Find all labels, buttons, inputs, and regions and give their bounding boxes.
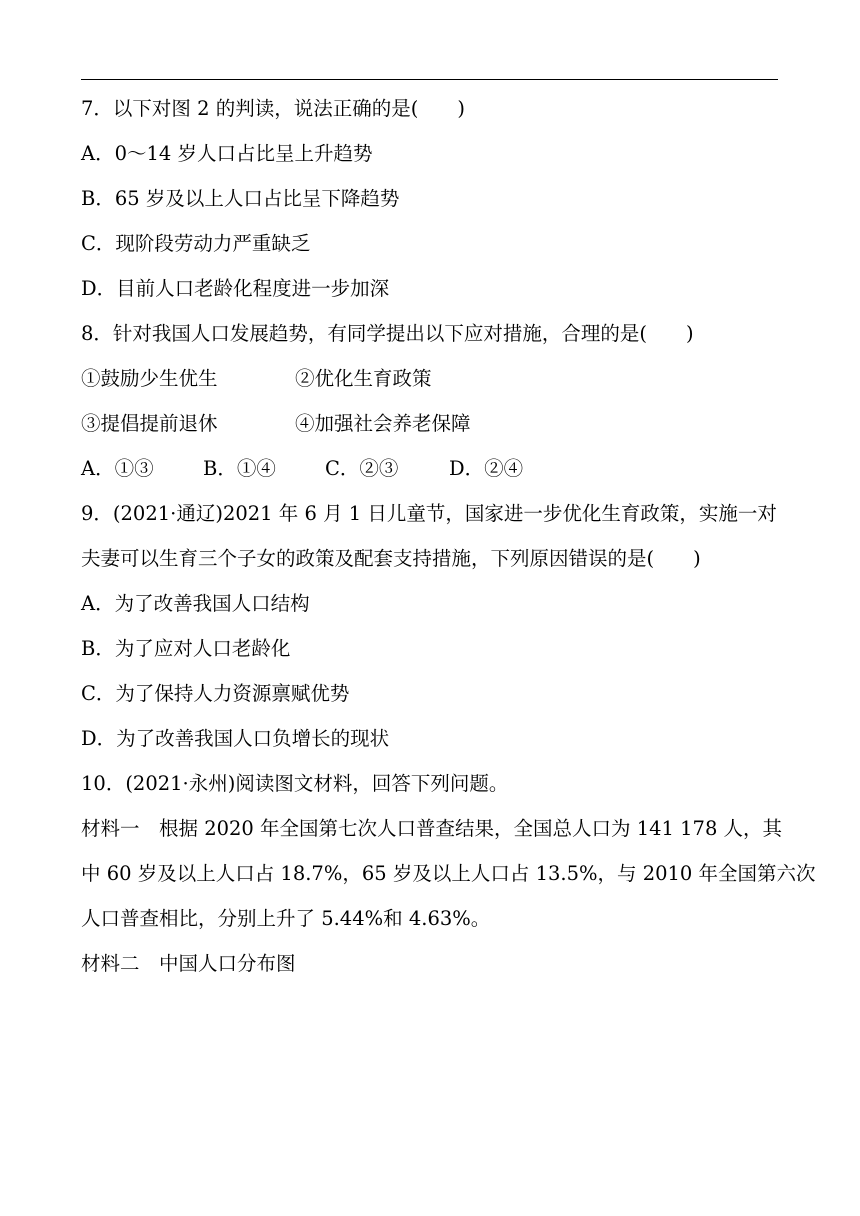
document-body xyxy=(81,86,816,986)
q8-choices-row-1 xyxy=(81,356,778,401)
q9-stem-line-2: 夫妻可以生育三个子女的政策及配套支持措施，下列原因错误的是( ) xyxy=(81,547,701,570)
q8-stem: 8．针对我国人口发展趋势，有同学提出以下应对措施，合理的是( ) xyxy=(81,322,694,345)
q10-stem: 10．(2021·永州)阅读图文材料，回答下列问题。 xyxy=(81,772,509,795)
q10-material1-line-2: 中 60 岁及以上人口占 18.7%，65 岁及以上人口占 13.5%，与 2010 年全国第六次 xyxy=(81,862,816,885)
header-rule xyxy=(81,79,778,80)
q8-option-a: A．①③ xyxy=(81,457,154,480)
q7-option-c: C．现阶段劳动力严重缺乏 xyxy=(81,232,311,255)
q7-option-d: D．目前人口老龄化程度进一步加深 xyxy=(81,277,390,300)
q8-choice-1: ①鼓励少生优生 xyxy=(81,367,218,390)
q10-material1-line-3: 人口普查相比，分别上升了 5.44%和 4.63%。 xyxy=(81,907,491,930)
q8-choice-3: ③提倡提前退休 xyxy=(81,412,218,435)
q8-options-row xyxy=(81,446,778,491)
q9-option-c: C．为了保持人力资源禀赋优势 xyxy=(81,682,350,705)
q8-option-c: C．②③ xyxy=(325,457,399,480)
q7-option-b: B．65 岁及以上人口占比呈下降趋势 xyxy=(81,187,400,210)
q10-material2: 材料二 中国人口分布图 xyxy=(81,952,296,975)
q10-material1-line-1: 材料一 根据 2020 年全国第七次人口普查结果，全国总人口为 141 178 人，其 xyxy=(81,817,783,840)
q8-choice-4: ④加强社会养老保障 xyxy=(295,412,471,435)
q9-option-a: A．为了改善我国人口结构 xyxy=(81,592,310,615)
q9-stem-line-1: 9．(2021·通辽)2021 年 6 月 1 日儿童节，国家进一步优化生育政策，实施一对 xyxy=(81,502,777,525)
q8-choices-row-2 xyxy=(81,401,778,446)
q7-option-a: A．0～14 岁人口占比呈上升趋势 xyxy=(81,142,373,165)
q8-choice-2: ②优化生育政策 xyxy=(295,367,432,390)
q9-option-b: B．为了应对人口老龄化 xyxy=(81,637,291,660)
q7-stem: 7．以下对图 2 的判读，说法正确的是( ) xyxy=(81,97,465,120)
q8-option-d: D．②④ xyxy=(449,457,524,480)
q9-option-d: D．为了改善我国人口负增长的现状 xyxy=(81,727,390,750)
q8-option-b: B．①④ xyxy=(203,457,276,480)
